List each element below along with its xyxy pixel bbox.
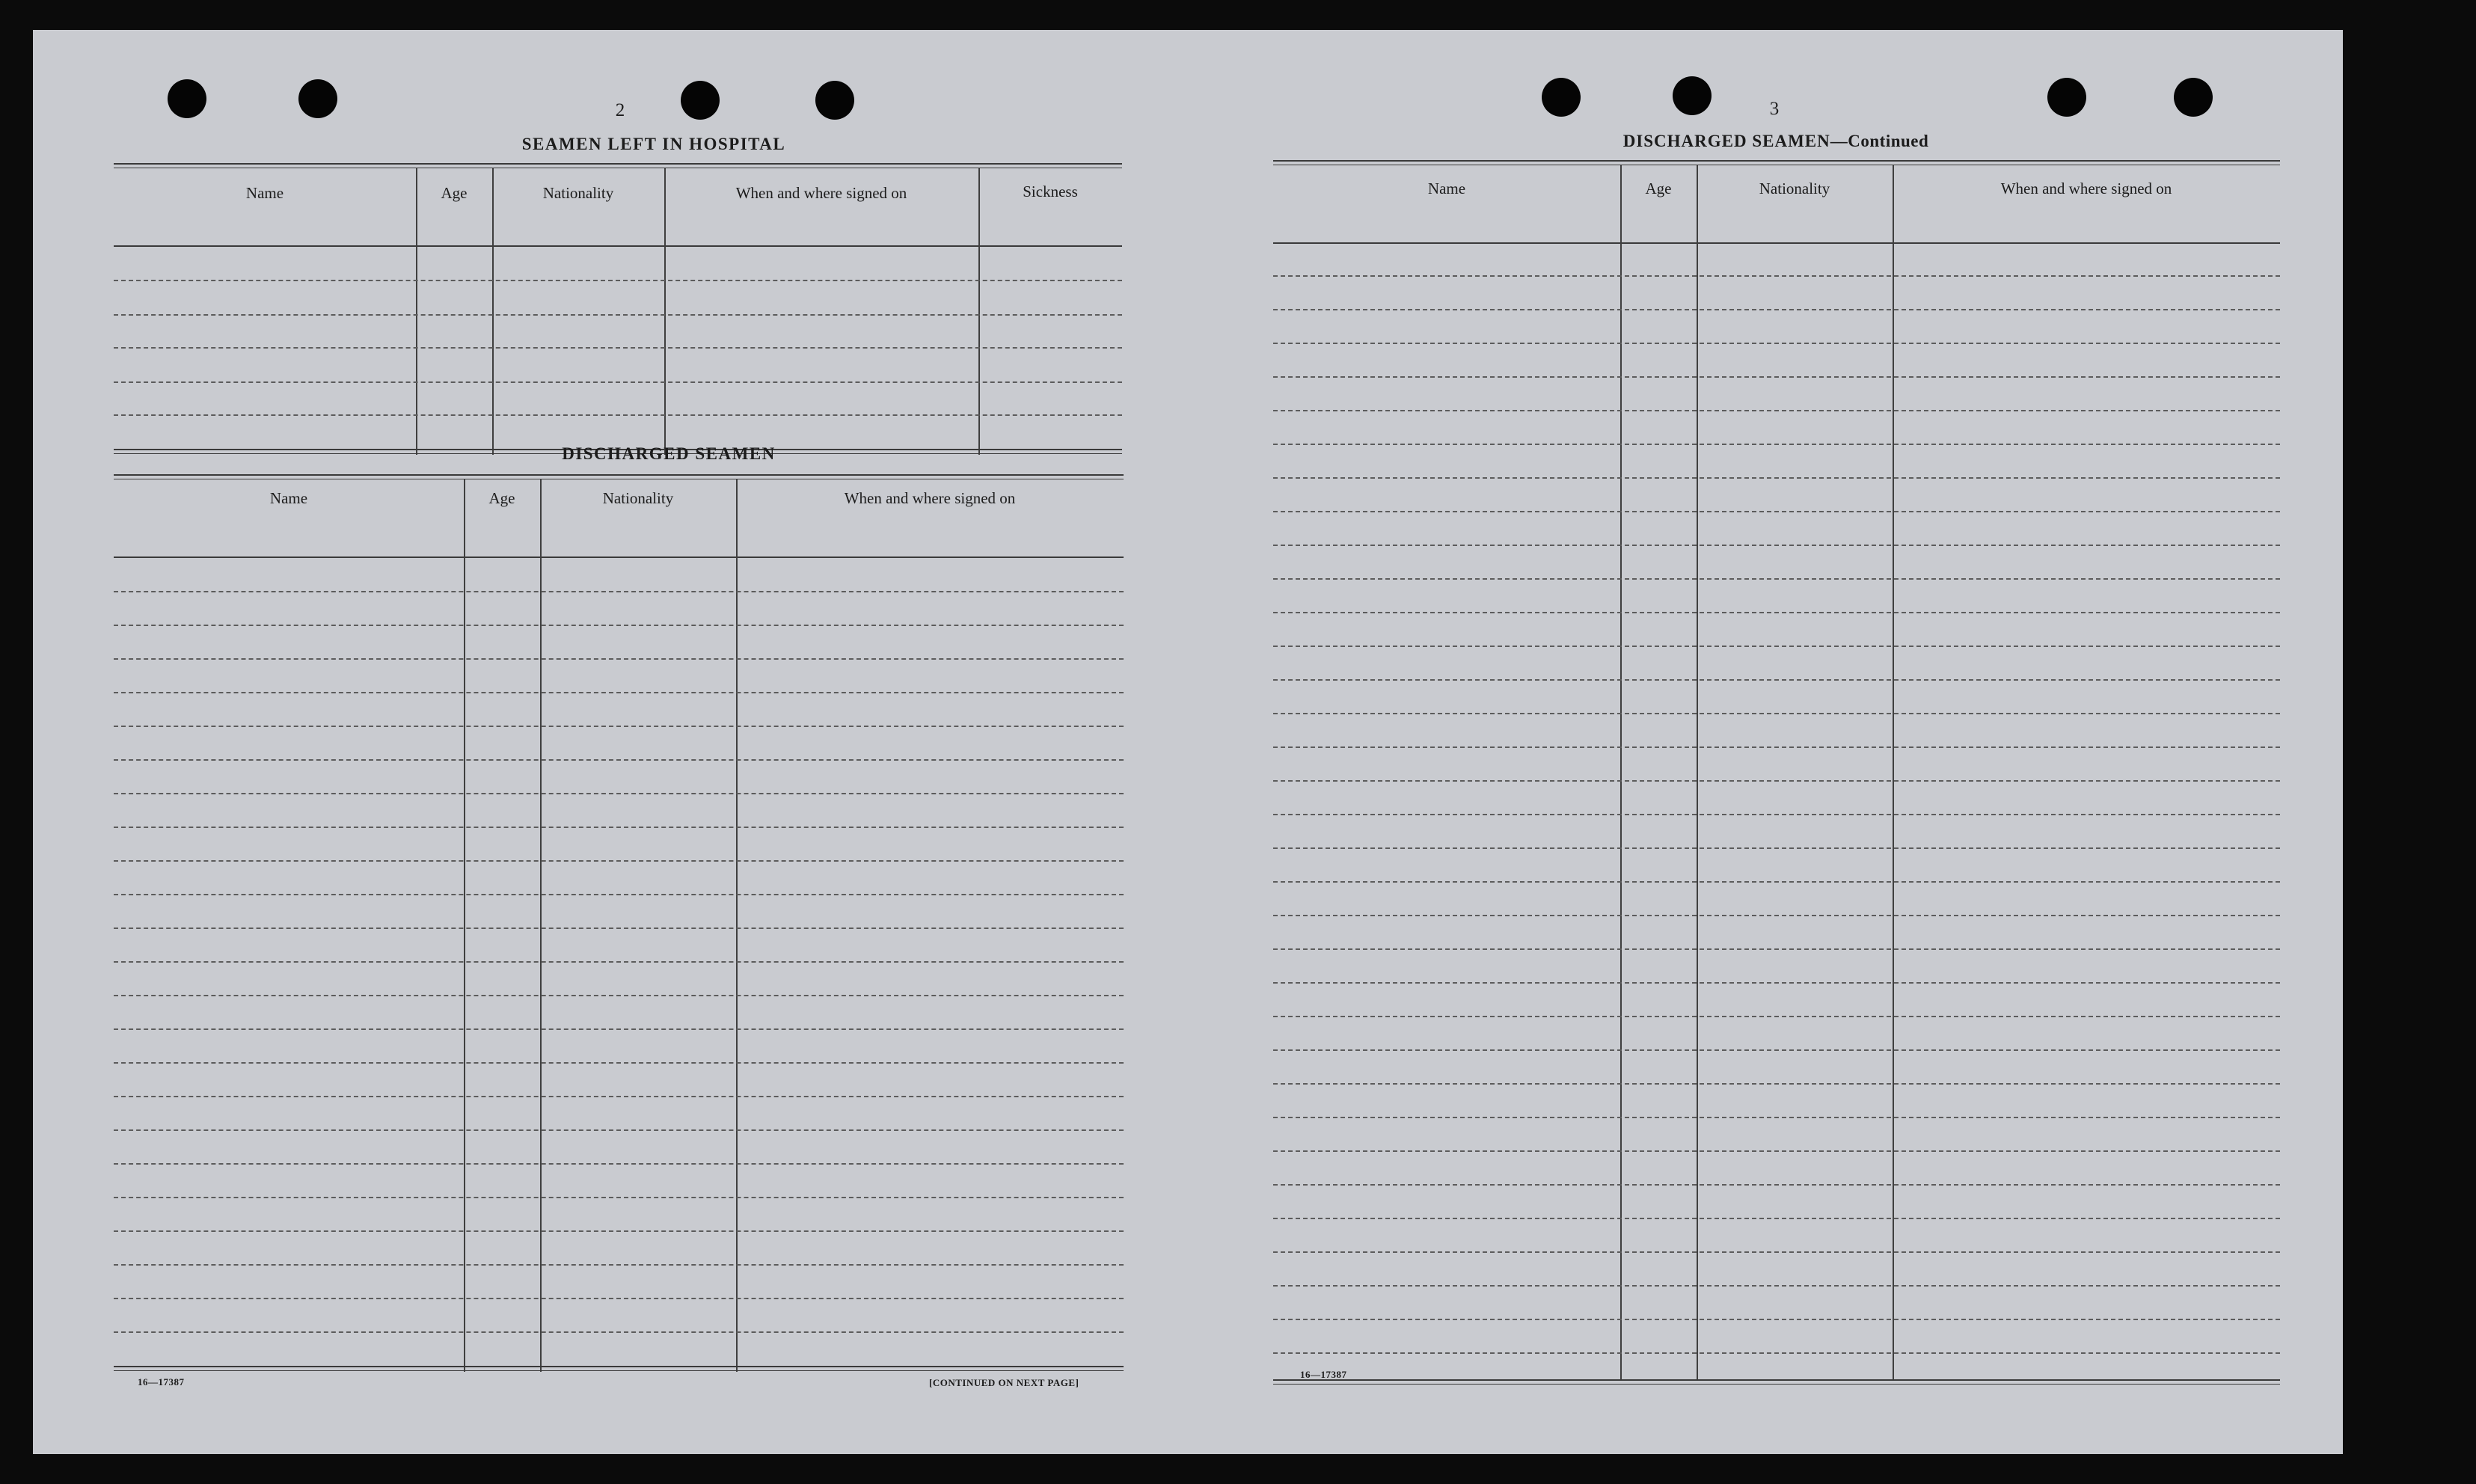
table-row[interactable]: [114, 1062, 1124, 1064]
table-row[interactable]: [1273, 1319, 2280, 1320]
column-header-nationality: Nationality: [602, 489, 674, 507]
table-row[interactable]: [1273, 1117, 2280, 1118]
table-row[interactable]: [1273, 814, 2280, 815]
table-row[interactable]: [1273, 578, 2280, 580]
table-row[interactable]: [1273, 511, 2280, 512]
table-row[interactable]: [1273, 1016, 2280, 1017]
discharged-section-title: DISCHARGED SEAMEN: [562, 444, 776, 463]
table-row[interactable]: [1273, 948, 2280, 950]
table-row[interactable]: [1273, 545, 2280, 546]
column-header-signed-on: When and where signed on: [2000, 180, 2172, 197]
table-row[interactable]: [1273, 477, 2280, 479]
table-row[interactable]: [1273, 410, 2280, 411]
table-row[interactable]: [1273, 1150, 2280, 1152]
table-row[interactable]: [114, 1298, 1124, 1299]
table-row[interactable]: [114, 1230, 1124, 1232]
table-row[interactable]: [1273, 343, 2280, 344]
table-row[interactable]: [114, 726, 1124, 727]
hospital-table: [114, 163, 1122, 455]
column-header-age: Age: [441, 184, 468, 202]
footer-form-code-left: 16—17387: [138, 1376, 185, 1388]
table-row[interactable]: [114, 414, 1122, 416]
document-sheet: [33, 30, 2343, 1454]
table-row[interactable]: [114, 860, 1124, 862]
column-header-name: Name: [245, 184, 284, 202]
table-row[interactable]: [1273, 881, 2280, 883]
table-row[interactable]: [1273, 679, 2280, 681]
punch-hole: [1673, 76, 1712, 115]
table-row[interactable]: [114, 894, 1124, 895]
column-header-name: Name: [269, 489, 308, 507]
table-row[interactable]: [114, 381, 1122, 383]
section-title-suffix: —Continued: [1830, 132, 1929, 150]
discharged-table: [114, 474, 1124, 1372]
table-row[interactable]: [1273, 1184, 2280, 1186]
punch-hole: [298, 79, 337, 118]
table-row[interactable]: [1273, 746, 2280, 748]
table-row[interactable]: [114, 759, 1124, 761]
footer-form-code-right: 16—17387: [1300, 1369, 1347, 1380]
punch-hole: [681, 81, 720, 120]
table-row[interactable]: [114, 658, 1124, 660]
table-row[interactable]: [1273, 1352, 2280, 1354]
table-row[interactable]: [114, 1028, 1124, 1030]
table-row[interactable]: [114, 1096, 1124, 1097]
hospital-section-title: SEAMEN LEFT IN HOSPITAL: [521, 135, 786, 153]
table-row[interactable]: [1273, 1285, 2280, 1287]
column-header-nationality: Nationality: [542, 184, 614, 202]
table-row[interactable]: [1273, 309, 2280, 310]
table-row[interactable]: [114, 1129, 1124, 1131]
column-header-signed-on: When and where signed on: [735, 184, 907, 202]
section-title-text: DISCHARGED SEAMEN: [1622, 132, 1830, 150]
punch-hole: [1542, 78, 1581, 117]
discharged-continued-title: [1514, 132, 2038, 151]
table-row[interactable]: [114, 793, 1124, 794]
footer-continued-note: [CONTINUED ON NEXT PAGE]: [929, 1377, 1079, 1388]
table-row[interactable]: [1273, 915, 2280, 916]
table-row[interactable]: [1273, 1218, 2280, 1219]
table-row[interactable]: [114, 1264, 1124, 1266]
table-row[interactable]: [1273, 275, 2280, 277]
column-header-age: Age: [488, 489, 515, 507]
discharged-continued-table: [1273, 160, 2280, 1387]
table-row[interactable]: [114, 625, 1124, 626]
punch-hole: [2174, 78, 2213, 117]
table-row[interactable]: [114, 995, 1124, 996]
table-row[interactable]: [1273, 982, 2280, 984]
table-row[interactable]: [114, 347, 1122, 349]
column-header-signed-on: When and where signed on: [844, 489, 1016, 507]
table-row[interactable]: [1273, 612, 2280, 613]
table-row[interactable]: [114, 827, 1124, 828]
table-row[interactable]: [114, 961, 1124, 963]
table-row[interactable]: [114, 314, 1122, 316]
column-header-age: Age: [1645, 180, 1672, 197]
table-row[interactable]: [1273, 780, 2280, 782]
column-header-name: Name: [1427, 180, 1466, 197]
table-row[interactable]: [114, 1331, 1124, 1333]
table-row[interactable]: [1273, 444, 2280, 445]
punch-hole: [815, 81, 854, 120]
table-row[interactable]: [1273, 1083, 2280, 1085]
table-row[interactable]: [114, 1163, 1124, 1165]
table-row[interactable]: [1273, 1049, 2280, 1051]
table-row[interactable]: [114, 692, 1124, 693]
table-row[interactable]: [114, 1197, 1124, 1198]
table-row[interactable]: [114, 927, 1124, 929]
column-header-sickness: Sickness: [1023, 183, 1078, 200]
table-row[interactable]: [1273, 376, 2280, 378]
table-row[interactable]: [1273, 847, 2280, 849]
page-number-right: 3: [1769, 99, 1780, 119]
table-row[interactable]: [114, 591, 1124, 592]
table-row[interactable]: [114, 280, 1122, 281]
column-header-nationality: Nationality: [1759, 180, 1830, 197]
punch-hole: [168, 79, 206, 118]
table-row[interactable]: [1273, 713, 2280, 714]
table-row[interactable]: [1273, 646, 2280, 647]
page-number-left: 2: [615, 100, 625, 120]
punch-hole: [2047, 78, 2086, 117]
table-row[interactable]: [1273, 1251, 2280, 1253]
